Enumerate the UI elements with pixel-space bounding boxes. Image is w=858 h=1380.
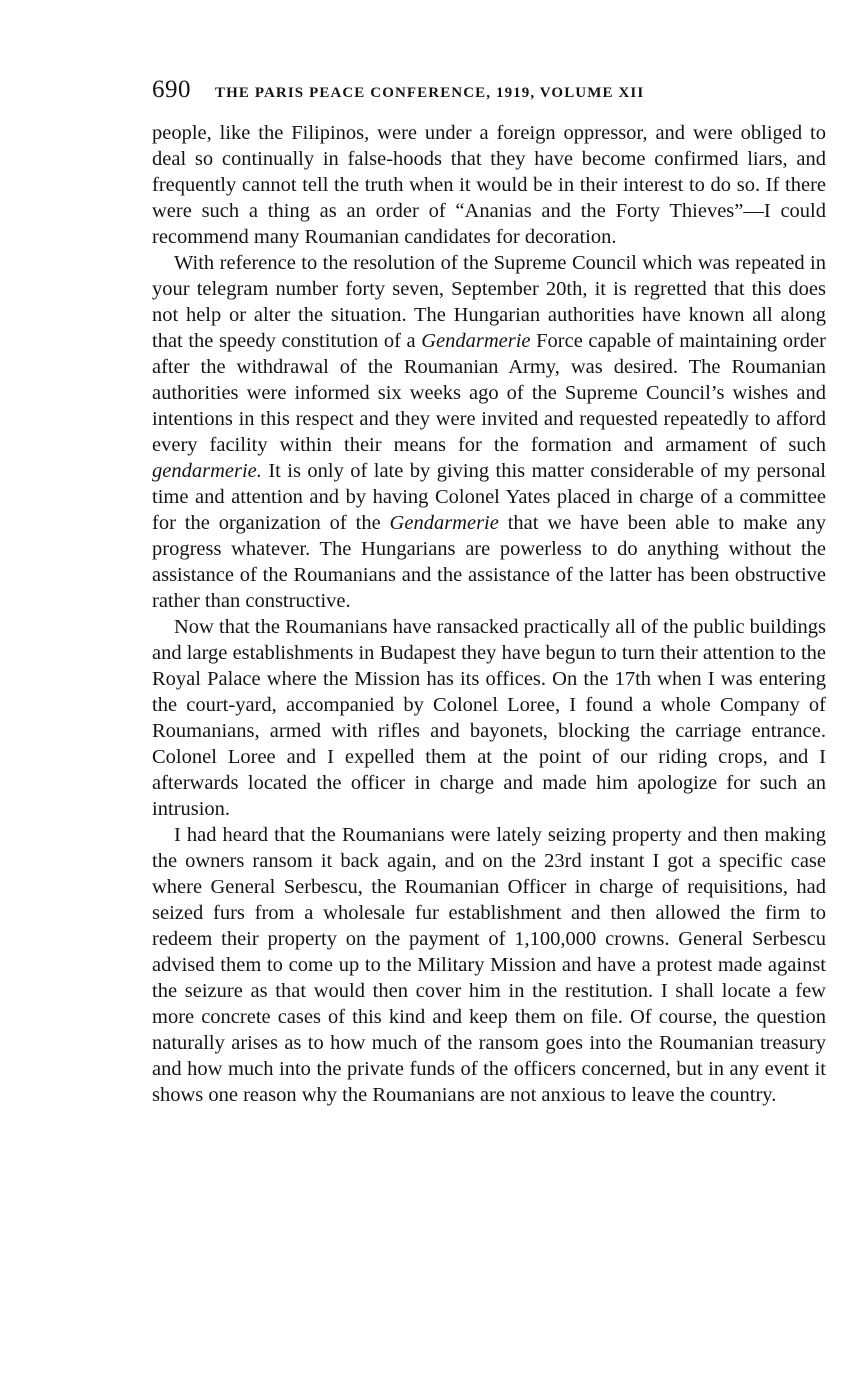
paragraph — [152, 120, 826, 250]
document-page — [152, 76, 826, 1108]
text-segment: Force capable of maintaining order after the withdrawal of the Roumanian Army, was desired. The Roumanian authorities were informed six weeks ago of the Supreme Council’s wishes and intentions in this respect and they were invited and requested repeatedly to afford every facility within their means for the formation and armament of such — [152, 330, 826, 456]
text-segment: With reference to the resolution of the Supreme Council which was repeated in your telegram number forty seven, September 20th, it is regretted that this does not help or alter the situation. The Hungarian authorities have known all along that the speedy constitution of a — [152, 252, 826, 352]
paragraph — [152, 614, 826, 822]
text-segment: Now that the Roumanians have ransacked practically all of the public buildings and large establishments in Budapest they have begun to turn their attention to the Royal Palace where the Mission has its offices. On the 17th when I was entering the court-yard, accompanied by Colonel Loree, I found a whole Company of Roumanians, armed with rifles and bayonets, blocking the carriage entrance. Colonel Loree and I expelled them at the point of our riding crops, and I afterwards located the officer in charge and made him apologize for such an intrusion. — [152, 616, 826, 820]
italic-term: gendarmerie. — [152, 460, 262, 482]
body-text — [152, 120, 826, 1108]
paragraph — [152, 250, 826, 614]
text-segment: people, like the Filipinos, were under a foreign oppressor, and were obliged to deal so continually in false-hoods that they have become confirmed liars, and frequently cannot tell the truth when it would be in their interest to do so. If there were such a thing as an order of “Ananias and the Forty Thieves”—I could recommend many Roumanian candidates for decoration. — [152, 122, 826, 248]
page-number: 690 — [152, 76, 191, 103]
running-head — [152, 76, 826, 110]
italic-term: Gendarmerie — [389, 512, 499, 534]
text-segment: It is only of late by giving this matter considerable of my personal time and attention and by having Colonel Yates placed in charge of a committee for the organization of the — [152, 460, 826, 534]
paragraph — [152, 822, 826, 1108]
text-segment: I had heard that the Roumanians were lately seizing property and then making the owners ransom it back again, and on the 23rd instant I got a specific case where General Serbescu, the Roumanian Officer in charge of requisitions, had seized furs from a wholesale fur establishment and then allowed the firm to redeem their property on the payment of 1,100,000 crowns. General Serbescu advised them to come up to the Military Mission and have a protest made against the seizure as that would then cover him in the restitution. I shall locate a few more concrete cases of this kind and keep them on file. Of course, the question naturally arises as to how much of the ransom goes into the Roumanian treasury and how much into the private funds of the officers concerned, but in any event it shows one reason why the Roumanians are not anxious to leave the country. — [152, 824, 826, 1106]
running-title: THE PARIS PEACE CONFERENCE, 1919, VOLUME XII — [215, 85, 645, 101]
italic-term: Gendarmerie — [421, 330, 531, 352]
text-segment: that we have been able to make any progress whatever. The Hungarians are powerless to do anything without the assistance of the Roumanians and the assistance of the latter has been obstructive rather than constructive. — [152, 512, 826, 612]
